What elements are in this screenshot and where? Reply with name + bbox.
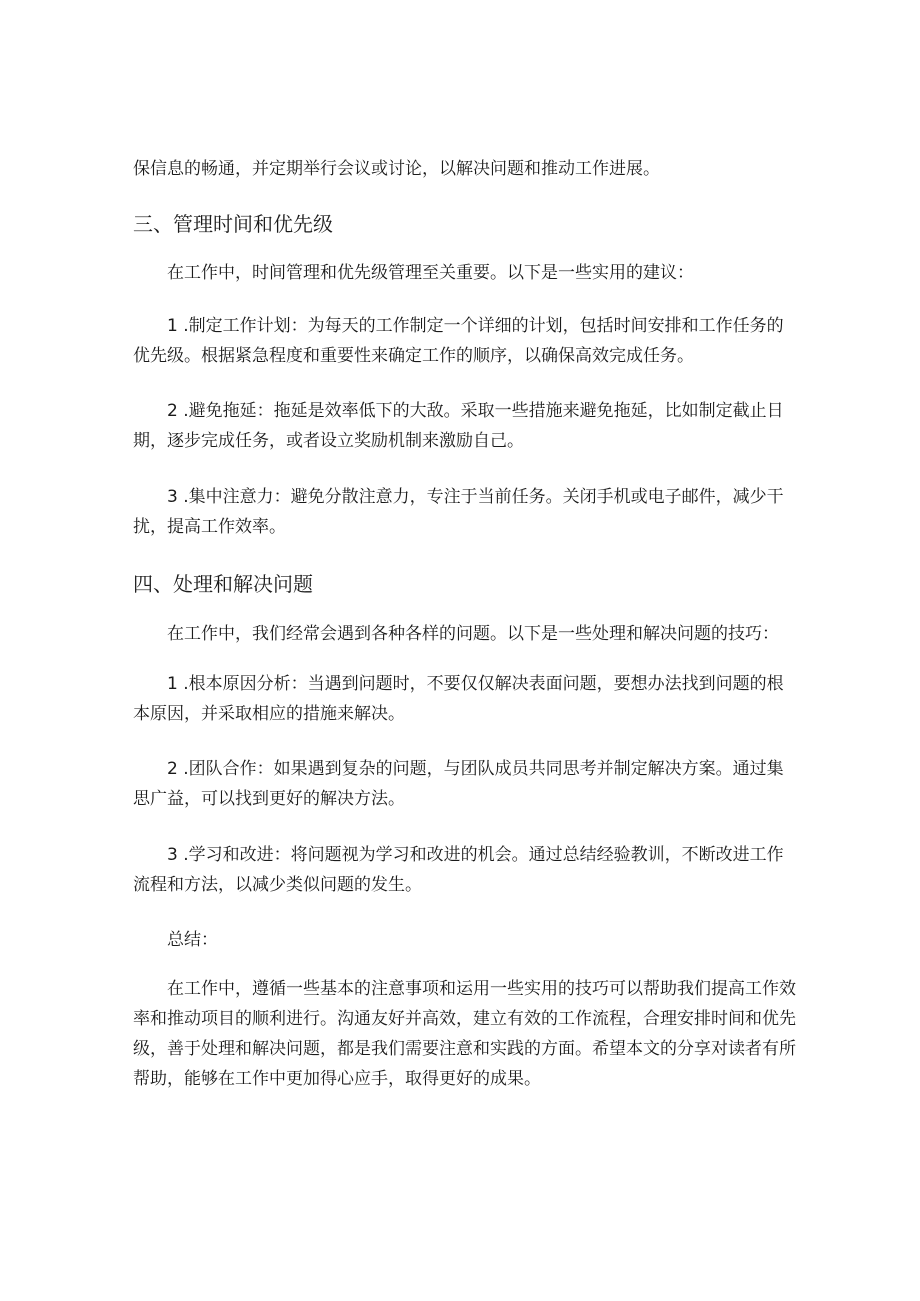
section4-item-2 bbox=[133, 754, 793, 814]
section-heading: 三、管理时间和优先级 bbox=[133, 212, 333, 236]
list-item-line: 1 .制定工作计划：为每天的工作制定一个详细的计划，包括时间安排和工作任务的 bbox=[167, 316, 784, 336]
list-item-line: 扰，提高工作效率。 bbox=[133, 517, 286, 537]
list-item-line: 本原因，并采取相应的措施来解决。 bbox=[133, 704, 405, 724]
section4-intro bbox=[133, 619, 793, 649]
paragraph-line: 在工作中，时间管理和优先级管理至关重要。以下是一些实用的建议： bbox=[167, 263, 694, 283]
list-item-line: 3 .学习和改进：将问题视为学习和改进的机会。通过总结经验教训，不断改进工作 bbox=[167, 845, 784, 865]
section4-heading bbox=[133, 569, 793, 599]
intro-continuation bbox=[133, 154, 793, 184]
summary-heading: 总结： bbox=[167, 930, 218, 950]
list-item-line: 思广益，可以找到更好的解决方法。 bbox=[133, 789, 405, 809]
list-item-line: 优先级。根据紧急程度和重要性来确定工作的顺序，以确保高效完成任务。 bbox=[133, 346, 694, 366]
paragraph-line: 保信息的畅通，并定期举行会议或讨论，以解决问题和推动工作进展。 bbox=[133, 159, 660, 179]
summary-label bbox=[133, 925, 793, 955]
paragraph-line: 级，善于处理和解决问题，都是我们需要注意和实践的方面。希望本文的分享对读者有所 bbox=[133, 1039, 796, 1059]
paragraph-line: 在工作中，我们经常会遇到各种各样的问题。以下是一些处理和解决问题的技巧： bbox=[167, 624, 779, 644]
paragraph-line: 率和推动项目的顺利进行。沟通友好并高效，建立有效的工作流程，合理安排时间和优先 bbox=[133, 1009, 796, 1029]
section-heading: 四、处理和解决问题 bbox=[133, 572, 313, 596]
list-item-line: 3 .集中注意力：避免分散注意力，专注于当前任务。关闭手机或电子邮件，减少干 bbox=[167, 487, 784, 507]
section3-item-3 bbox=[133, 482, 793, 542]
list-item-line: 2 .团队合作：如果遇到复杂的问题，与团队成员共同思考并制定解决方案。通过集 bbox=[167, 759, 784, 779]
section4-item-3 bbox=[133, 840, 793, 900]
section3-item-1 bbox=[133, 311, 793, 371]
section4-item-1 bbox=[133, 669, 793, 729]
paragraph-line: 帮助，能够在工作中更加得心应手，取得更好的成果。 bbox=[133, 1069, 541, 1089]
list-item-line: 2 .避免拖延：拖延是效率低下的大敌。采取一些措施来避免拖延，比如制定截止日 bbox=[167, 401, 784, 421]
list-item-line: 流程和方法，以减少类似问题的发生。 bbox=[133, 875, 422, 895]
list-item-line: 期，逐步完成任务，或者设立奖励机制来激励自己。 bbox=[133, 431, 524, 451]
section3-intro bbox=[133, 258, 793, 288]
section3-heading bbox=[133, 209, 793, 239]
list-item-line: 1 .根本原因分析：当遇到问题时，不要仅仅解决表面问题，要想办法找到问题的根 bbox=[167, 674, 784, 694]
section3-item-2 bbox=[133, 396, 793, 456]
summary-paragraph bbox=[133, 974, 796, 1094]
paragraph-line: 在工作中，遵循一些基本的注意事项和运用一些实用的技巧可以帮助我们提高工作效 bbox=[167, 979, 796, 999]
